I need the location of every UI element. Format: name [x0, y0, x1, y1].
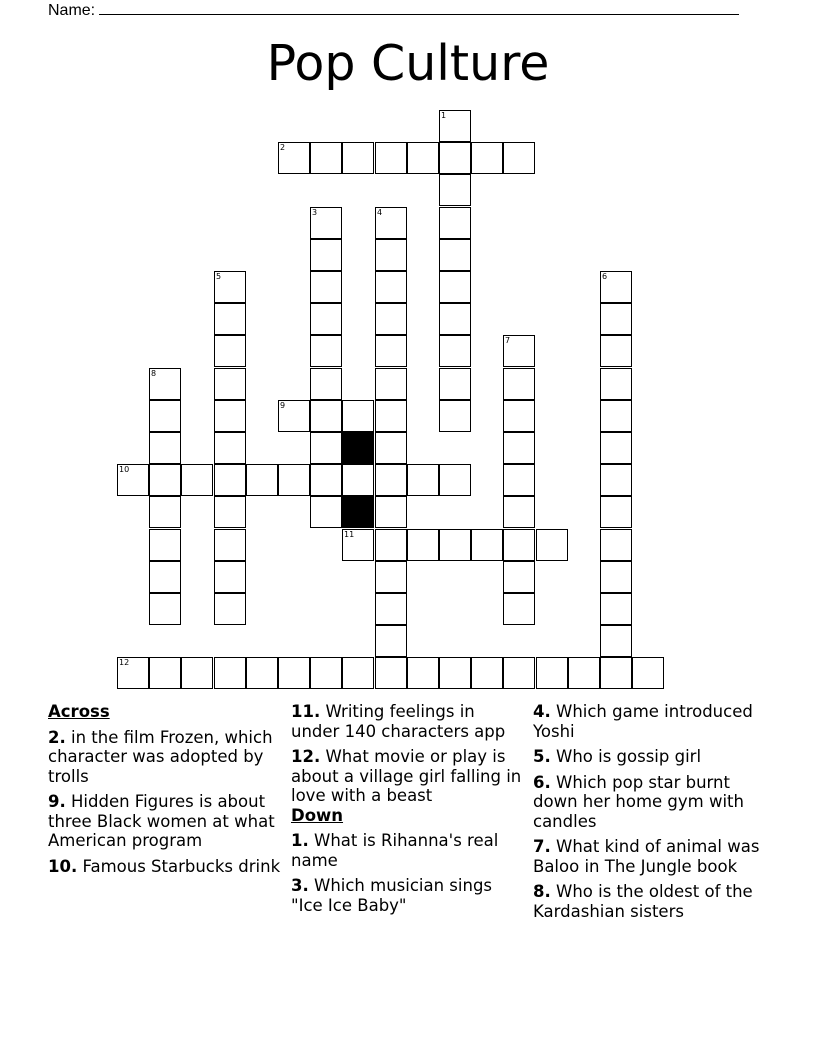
grid-block: [342, 432, 374, 464]
clue-across-10: 10. Famous Starbucks drink: [48, 856, 281, 876]
grid-cell[interactable]: [310, 657, 342, 689]
clue-number: 5: [216, 272, 222, 281]
grid-cell[interactable]: [600, 271, 632, 303]
grid-cell[interactable]: [310, 400, 342, 432]
grid-cell[interactable]: [439, 400, 471, 432]
grid-cell[interactable]: [278, 142, 310, 174]
grid-cell[interactable]: [149, 464, 181, 496]
page-title: Pop Culture: [266, 35, 550, 92]
grid-cell[interactable]: [407, 657, 439, 689]
clue-across-9: 9. Hidden Figures is about three Black women at what American program: [48, 792, 275, 850]
grid-cell[interactable]: [149, 657, 181, 689]
grid-cell[interactable]: [439, 368, 471, 400]
grid-cell[interactable]: [375, 303, 407, 335]
grid-cell[interactable]: [439, 239, 471, 271]
grid-cell[interactable]: [375, 335, 407, 367]
clues-column-2: [291, 702, 527, 921]
grid-cell[interactable]: [375, 400, 407, 432]
grid-cell[interactable]: [149, 496, 181, 528]
grid-cell[interactable]: [181, 657, 213, 689]
clue-down-4: 4. Which game introduced Yoshi: [533, 702, 753, 741]
grid-cell[interactable]: [503, 368, 535, 400]
name-blank[interactable]: [99, 0, 739, 15]
grid-cell[interactable]: [407, 142, 439, 174]
grid-cell[interactable]: [503, 657, 535, 689]
grid-cell[interactable]: [149, 368, 181, 400]
grid-cell[interactable]: [439, 303, 471, 335]
clue-number: 9: [280, 401, 286, 410]
grid-cell[interactable]: [214, 657, 246, 689]
grid-cell[interactable]: [214, 464, 246, 496]
clue-across-12: 12. What movie or play is about a village girl falling in love with a beast: [291, 747, 522, 805]
grid-cell[interactable]: [439, 207, 471, 239]
grid-cell[interactable]: [471, 529, 503, 561]
grid-cell[interactable]: [536, 657, 568, 689]
grid-cell[interactable]: [375, 657, 407, 689]
grid-cell[interactable]: [600, 400, 632, 432]
grid-cell[interactable]: [375, 271, 407, 303]
grid-cell[interactable]: [439, 464, 471, 496]
grid-cell[interactable]: [375, 561, 407, 593]
grid-cell[interactable]: [471, 657, 503, 689]
clue-number: 1: [441, 111, 447, 120]
grid-cell[interactable]: [439, 335, 471, 367]
grid-cell[interactable]: [342, 529, 374, 561]
grid-cell[interactable]: [149, 432, 181, 464]
across-heading: Across: [48, 702, 110, 721]
clue-number: 11: [344, 530, 355, 539]
grid-cell[interactable]: [439, 657, 471, 689]
grid-cell[interactable]: [181, 464, 213, 496]
grid-cell[interactable]: [471, 142, 503, 174]
grid-cell[interactable]: [310, 464, 342, 496]
grid-cell[interactable]: [407, 464, 439, 496]
clue-number: 6: [602, 272, 608, 281]
clues-column-1: [48, 702, 284, 882]
grid-cell[interactable]: [632, 657, 664, 689]
grid-cell[interactable]: [149, 529, 181, 561]
clue-down-7: 7. What kind of animal was Baloo in The Jungle book: [533, 837, 760, 876]
name-label: Name:: [48, 2, 96, 19]
clue-number: 10: [119, 465, 130, 474]
grid-cell[interactable]: [375, 207, 407, 239]
grid-cell[interactable]: [503, 529, 535, 561]
grid-cell[interactable]: [278, 400, 310, 432]
grid-cell[interactable]: [310, 239, 342, 271]
clue-number: 4: [377, 208, 383, 217]
grid-cell[interactable]: [214, 271, 246, 303]
grid-cell[interactable]: [375, 432, 407, 464]
grid-cell[interactable]: [375, 239, 407, 271]
grid-cell[interactable]: [214, 335, 246, 367]
grid-cell[interactable]: [375, 529, 407, 561]
grid-cell[interactable]: [600, 529, 632, 561]
grid-cell[interactable]: [439, 174, 471, 206]
grid-cell[interactable]: [375, 142, 407, 174]
grid-cell[interactable]: [503, 496, 535, 528]
down-heading: Down: [291, 805, 344, 825]
grid-cell[interactable]: [503, 464, 535, 496]
grid-cell[interactable]: [214, 368, 246, 400]
grid-cell[interactable]: [342, 657, 374, 689]
grid-cell[interactable]: [375, 496, 407, 528]
grid-cell[interactable]: [503, 432, 535, 464]
clue-down-8: 8. Who is the oldest of the Kardashian sisters: [533, 882, 753, 921]
grid-cell[interactable]: [214, 432, 246, 464]
clue-number: 3: [312, 208, 318, 217]
grid-cell[interactable]: [375, 625, 407, 657]
grid-cell[interactable]: [536, 529, 568, 561]
grid-cell[interactable]: [503, 400, 535, 432]
grid-cell[interactable]: [439, 110, 471, 142]
grid-cell[interactable]: [600, 303, 632, 335]
grid-cell[interactable]: [503, 593, 535, 625]
grid-cell[interactable]: [214, 593, 246, 625]
grid-cell[interactable]: [600, 561, 632, 593]
grid-cell[interactable]: [568, 657, 600, 689]
grid-cell[interactable]: [439, 142, 471, 174]
grid-cell[interactable]: [600, 368, 632, 400]
grid-cell[interactable]: [600, 464, 632, 496]
grid-cell[interactable]: [310, 335, 342, 367]
grid-cell[interactable]: [600, 335, 632, 367]
grid-cell[interactable]: [214, 303, 246, 335]
grid-cell[interactable]: [310, 432, 342, 464]
grid-cell[interactable]: [214, 561, 246, 593]
grid-cell[interactable]: [503, 561, 535, 593]
grid-cell[interactable]: [278, 464, 310, 496]
grid-cell[interactable]: [214, 496, 246, 528]
grid-cell[interactable]: [375, 593, 407, 625]
grid-cell[interactable]: [439, 529, 471, 561]
clue-across-2: 2. in the film Frozen, which character was adopted by trolls: [48, 727, 273, 786]
clue-number: 8: [151, 369, 157, 378]
grid-cell[interactable]: [342, 142, 374, 174]
grid-cell[interactable]: [439, 271, 471, 303]
grid-cell[interactable]: [310, 207, 342, 239]
grid-block: [342, 496, 374, 528]
grid-cell[interactable]: [600, 593, 632, 625]
clue-number: 7: [505, 336, 511, 345]
grid-cell[interactable]: [503, 142, 535, 174]
clue-number: 12: [119, 658, 130, 667]
grid-cell[interactable]: [214, 400, 246, 432]
clue-down-1: 1. What is Rihanna's real name: [291, 831, 499, 870]
grid-cell[interactable]: [600, 432, 632, 464]
grid-cell[interactable]: [149, 593, 181, 625]
grid-cell[interactable]: [246, 464, 278, 496]
grid-cell[interactable]: [117, 657, 149, 689]
grid-cell[interactable]: [342, 400, 374, 432]
grid-cell[interactable]: [149, 561, 181, 593]
grid-cell[interactable]: [214, 529, 246, 561]
grid-cell[interactable]: [310, 368, 342, 400]
grid-cell[interactable]: [407, 529, 439, 561]
grid-cell[interactable]: [278, 657, 310, 689]
grid-cell[interactable]: [310, 271, 342, 303]
grid-cell[interactable]: [503, 335, 535, 367]
clue-down-3: 3. Which musician sings "Ice Ice Baby": [291, 876, 493, 915]
grid-cell[interactable]: [600, 657, 632, 689]
grid-cell[interactable]: [310, 142, 342, 174]
grid-cell[interactable]: [600, 625, 632, 657]
grid-cell[interactable]: [600, 496, 632, 528]
clue-number: 2: [280, 143, 286, 152]
name-field[interactable]: [48, 0, 739, 20]
clue-down-6: 6. Which pop star burnt down her home gym with candles: [533, 772, 744, 831]
grid-cell[interactable]: [246, 657, 278, 689]
grid-cell[interactable]: [149, 400, 181, 432]
grid-cell[interactable]: [375, 368, 407, 400]
grid-cell[interactable]: [342, 464, 374, 496]
clues-column-3: [533, 702, 769, 927]
clue-down-5: 5. Who is gossip girl: [533, 747, 702, 766]
grid-cell[interactable]: [117, 464, 149, 496]
clue-across-11: 11. Writing feelings in under 140 characters app: [291, 702, 506, 741]
grid-cell[interactable]: [375, 464, 407, 496]
grid-cell[interactable]: [310, 496, 342, 528]
grid-cell[interactable]: [310, 303, 342, 335]
